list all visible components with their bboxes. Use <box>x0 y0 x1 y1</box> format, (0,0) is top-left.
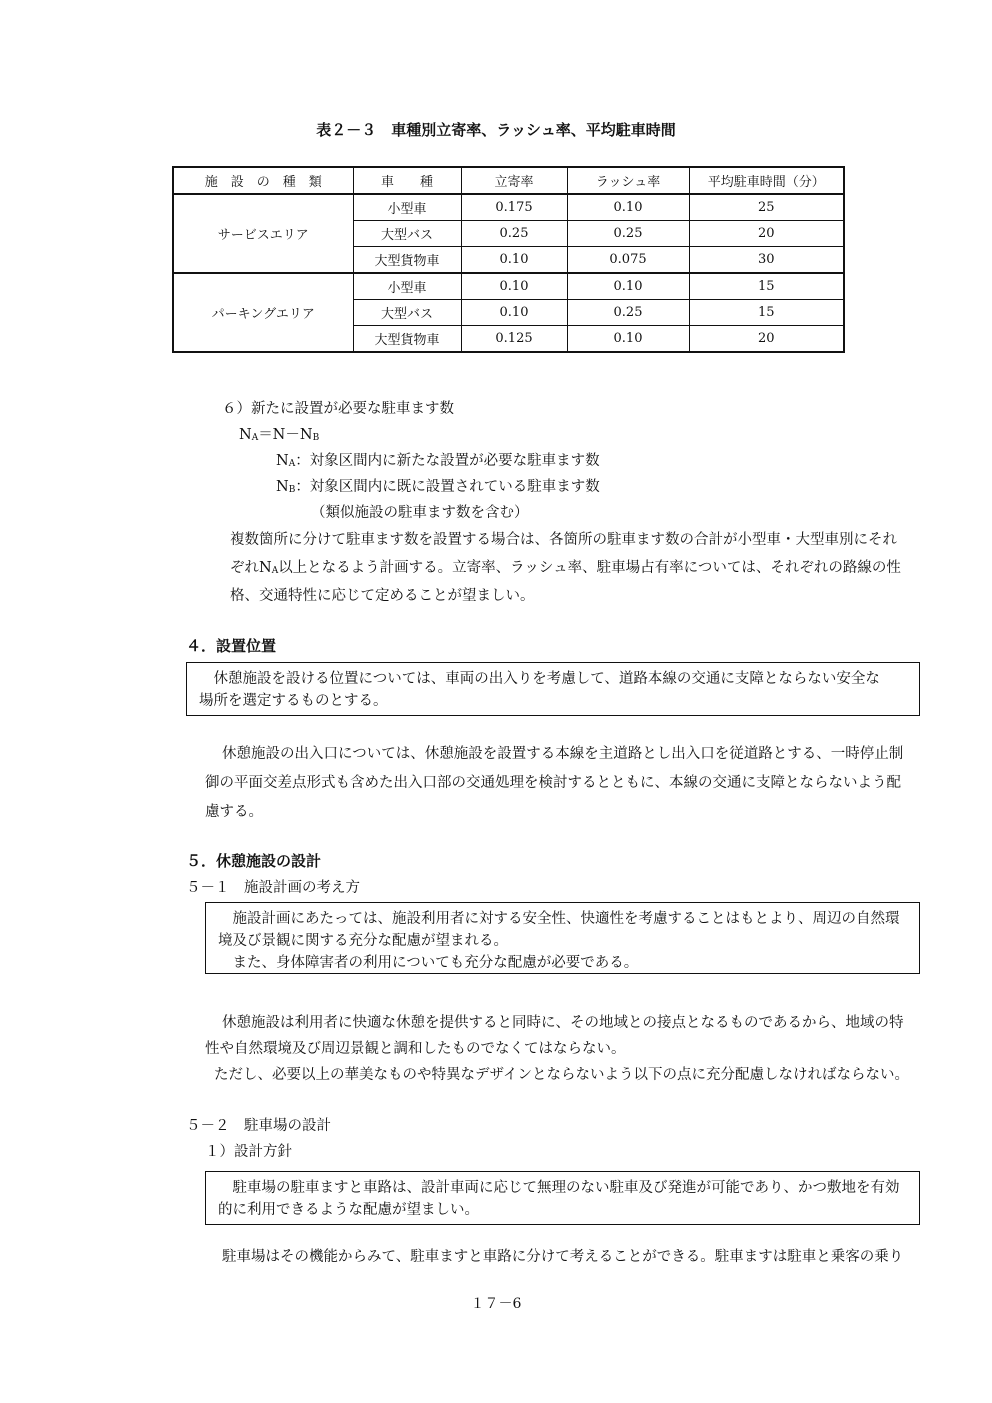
box-line: 的に利用できるような配慮が望ましい。 <box>218 1202 479 1218</box>
section4-para-line: 御の平面交差点形式も含めた出入口部の交通処理を検討するとともに、本線の交通に支障とならないよう配 <box>205 775 901 791</box>
stop-rate-cell: 0.10 <box>461 247 567 274</box>
def-na-sub: A <box>288 459 296 469</box>
rush-rate-cell: 0.10 <box>567 273 689 300</box>
def-nb-symbol: N <box>276 479 289 495</box>
vehicle-cell: 大型貨物車 <box>353 326 461 353</box>
body-text: 以上となるよう計画する。立寄率、ラッシュ率、駐車場占有率については、それぞれの路線の性 <box>278 560 901 576</box>
section5-2-box <box>205 1171 920 1225</box>
table-header-row <box>173 167 844 194</box>
body-text: ぞれN <box>230 560 272 576</box>
avg-time-cell: 15 <box>689 273 844 300</box>
formula-sub-a: A <box>251 433 259 443</box>
box-line: 境及び景観に関する充分な配慮が望まれる。 <box>218 933 508 949</box>
box-line: 場所を選定するものとする。 <box>199 693 388 709</box>
section4-para-line: 慮する。 <box>205 804 263 820</box>
parking-rate-table <box>172 166 845 353</box>
section6-heading: ６）新たに設置が必要な駐車ます数 <box>222 401 454 417</box>
box-line: 施設計画にあたっては、施設利用者に対する安全性、快適性を考慮することはもとより、周辺の自然環 <box>232 911 900 927</box>
page-number: １７－6 <box>470 1296 522 1312</box>
stop-rate-cell: 0.125 <box>461 326 567 353</box>
box-line: 駐車場の駐車ますと車路は、設計車両に応じて無理のない駐車及び発進が可能であり、かつ敷地を有効 <box>232 1180 900 1196</box>
section5-para-line: 休憩施設は利用者に快適な休憩を提供すると同時に、その地域との接点となるものであるから、地域の特 <box>222 1015 904 1031</box>
section4-heading: ４．設置位置 <box>186 637 277 655</box>
table-row <box>173 194 844 221</box>
section5-2-heading: ５－２ 駐車場の設計 <box>186 1118 331 1134</box>
table-row <box>173 273 844 300</box>
header-avg-parking-time: 平均駐車時間（分） <box>689 167 844 194</box>
formula-n: N <box>239 427 252 443</box>
header-vehicle-type: 車 種 <box>353 167 461 194</box>
facility-cell: パーキングエリア <box>173 273 353 352</box>
def-nb-text: ：対象区間内に既に設置されている駐車ます数 <box>295 479 600 495</box>
rush-rate-cell: 0.075 <box>567 247 689 274</box>
avg-time-cell: 15 <box>689 300 844 326</box>
section5-para-line: ただし、必要以上の華美なものや特異なデザインとならないよう以下の点に充分配慮しなければならない。 <box>214 1067 909 1083</box>
stop-rate-cell: 0.25 <box>461 221 567 247</box>
section6-body-line: 格、交通特性に応じて定めることが望ましい。 <box>230 588 535 604</box>
def-na-symbol: N <box>276 453 289 469</box>
facility-cell: サービスエリア <box>173 194 353 273</box>
section4-box <box>186 662 920 716</box>
avg-time-cell: 20 <box>689 326 844 353</box>
definition-na <box>276 449 600 470</box>
stop-rate-cell: 0.10 <box>461 273 567 300</box>
section5-1-heading: ５－１ 施設計画の考え方 <box>186 880 360 896</box>
rush-rate-cell: 0.10 <box>567 326 689 353</box>
section6-body-line <box>230 556 901 577</box>
stop-rate-cell: 0.10 <box>461 300 567 326</box>
section5-heading: ５．休憩施設の設計 <box>186 852 322 870</box>
stop-rate-cell: 0.175 <box>461 194 567 221</box>
vehicle-cell: 大型貨物車 <box>353 247 461 274</box>
rush-rate-cell: 0.25 <box>567 221 689 247</box>
definition-nb <box>276 475 600 496</box>
vehicle-cell: 小型車 <box>353 194 461 221</box>
def-na-text: ：対象区間内に新たな設置が必要な駐車ます数 <box>295 453 600 469</box>
vehicle-cell: 小型車 <box>353 273 461 300</box>
section5-1-box <box>205 902 920 974</box>
section4-para-line: 休憩施設の出入口については、休憩施設を設置する本線を主道路とし出入口を従道路とする、一時停止制 <box>222 746 904 762</box>
rush-rate-cell: 0.25 <box>567 300 689 326</box>
table-title: 表２－３ 車種別立寄率、ラッシュ率、平均駐車時間 <box>316 121 676 139</box>
section5-2-item: １）設計方針 <box>205 1144 292 1160</box>
vehicle-cell: 大型バス <box>353 300 461 326</box>
formula <box>239 423 319 444</box>
header-rush-rate: ラッシュ率 <box>567 167 689 194</box>
box-line: 休憩施設を設ける位置については、車両の出入りを考慮して、道路本線の交通に支障とならない安全な <box>213 671 880 687</box>
vehicle-cell: 大型バス <box>353 221 461 247</box>
header-stop-rate: 立寄率 <box>461 167 567 194</box>
rush-rate-cell: 0.10 <box>567 194 689 221</box>
formula-sub-b: B <box>312 433 320 443</box>
header-facility-type: 施 設 の 種 類 <box>173 167 353 194</box>
avg-time-cell: 25 <box>689 194 844 221</box>
def-nb-sub: B <box>288 485 296 495</box>
body-sub: A <box>271 566 279 576</box>
avg-time-cell: 30 <box>689 247 844 274</box>
definition-nb-note: （類似施設の駐車ます数を含む） <box>311 505 529 521</box>
box-line: また、身体障害者の利用についても充分な配慮が必要である。 <box>232 955 639 971</box>
section5-para-line: 性や自然環境及び周辺景観と調和したものでなくてはならない。 <box>205 1041 626 1057</box>
avg-time-cell: 20 <box>689 221 844 247</box>
section5-2-para-line: 駐車場はその機能からみて、駐車ますと車路に分けて考えることができる。駐車ますは駐車と乗客の乗り <box>222 1249 904 1265</box>
formula-eq: ＝N－N <box>258 427 313 443</box>
section6-body-line: 複数箇所に分けて駐車ます数を設置する場合は、各箇所の駐車ます数の合計が小型車・大型車別にそれ <box>230 532 897 548</box>
